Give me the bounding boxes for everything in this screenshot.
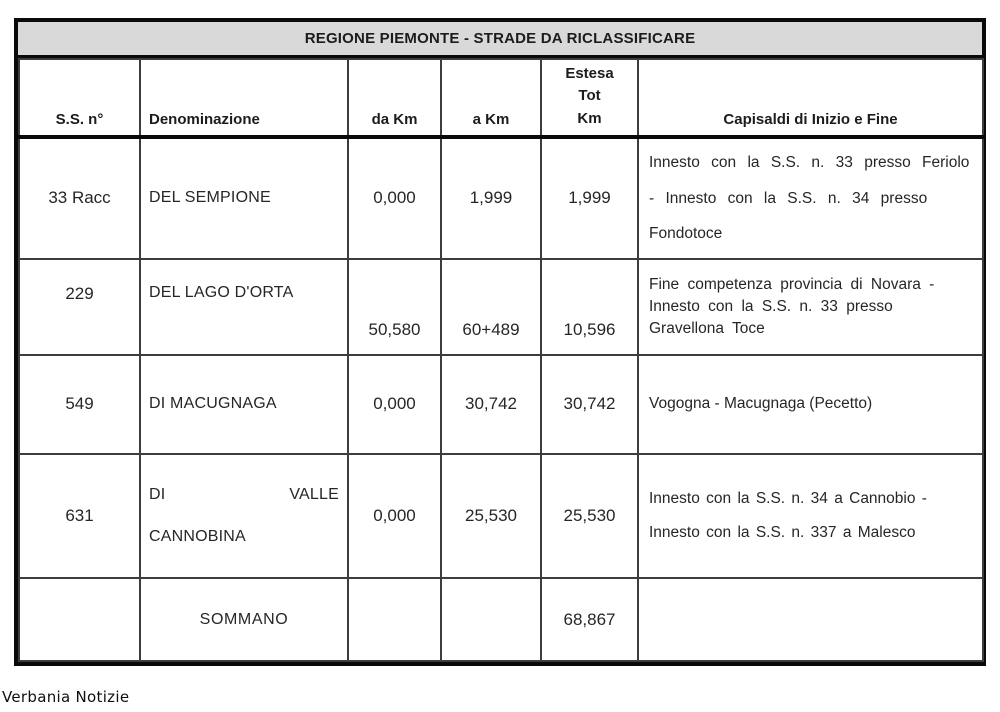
column-header-estesa-tot-km xyxy=(541,59,638,137)
cell-denominazione: DEL SEMPIONE xyxy=(140,137,348,258)
table-row xyxy=(19,137,983,258)
cell-capisaldi: Vogogna - Macugnaga (Pecetto) xyxy=(638,355,983,454)
cell-estesa-tot: 25,530 xyxy=(541,454,638,578)
column-header-capisaldi: Capisaldi di Inizio e Fine xyxy=(638,59,983,137)
cell-estesa-tot: 10,596 xyxy=(541,259,638,355)
roads-table xyxy=(18,58,984,662)
cell-capisaldi: Innesto con la S.S. n. 33 presso Feriolo - Innesto con la S.S. n. 34 presso Fondotoce xyxy=(638,137,983,258)
cell-estesa-tot: 1,999 xyxy=(541,137,638,258)
cell-denominazione: DEL LAGO D'ORTA xyxy=(140,259,348,355)
estesa-header-line2: Tot xyxy=(578,87,601,105)
cell-capisaldi xyxy=(638,578,983,661)
table-row xyxy=(19,355,983,454)
column-header-denominazione: Denominazione xyxy=(140,59,348,137)
cell-estesa-total: 68,867 xyxy=(541,578,638,661)
column-header-a-km: a Km xyxy=(441,59,541,137)
cell-ss-number: 33 Racc xyxy=(19,137,140,258)
denominazione-text: DI VALLE CANNOBINA xyxy=(149,486,339,545)
cell-da-km: 0,000 xyxy=(348,137,441,258)
source-caption: Verbania Notizie xyxy=(2,688,130,706)
cell-capisaldi: Fine competenza provincia di Novara - Innesto con la S.S. n. 33 presso Gravellona Toce xyxy=(638,259,983,355)
cell-estesa-tot: 30,742 xyxy=(541,355,638,454)
cell-a-km: 1,999 xyxy=(441,137,541,258)
cell-capisaldi: Innesto con la S.S. n. 34 a Cannobio - Innesto con la S.S. n. 337 a Malesco xyxy=(638,454,983,578)
table-row xyxy=(19,259,983,355)
cell-ss-number: 631 xyxy=(19,454,140,578)
cell-ss-number xyxy=(19,578,140,661)
cell-da-km: 0,000 xyxy=(348,355,441,454)
cell-a-km: 25,530 xyxy=(441,454,541,578)
cell-ss-number: 549 xyxy=(19,355,140,454)
cell-sommano-label: SOMMANO xyxy=(140,578,348,661)
cell-a-km xyxy=(441,578,541,661)
cell-da-km: 0,000 xyxy=(348,454,441,578)
cell-a-km: 30,742 xyxy=(441,355,541,454)
table-row xyxy=(19,454,983,578)
cell-denominazione xyxy=(140,454,348,578)
column-header-ss: S.S. n° xyxy=(19,59,140,137)
cell-da-km xyxy=(348,578,441,661)
estesa-header-line3: Km xyxy=(577,109,602,127)
cell-denominazione: DI MACUGNAGA xyxy=(140,355,348,454)
cell-da-km: 50,580 xyxy=(348,259,441,355)
column-header-da-km: da Km xyxy=(348,59,441,137)
roads-table-document xyxy=(14,18,986,666)
table-title: REGIONE PIEMONTE - STRADE DA RICLASSIFICARE xyxy=(18,22,982,58)
table-header-row xyxy=(19,59,983,137)
cell-ss-number: 229 xyxy=(19,259,140,355)
cell-a-km: 60+489 xyxy=(441,259,541,355)
estesa-header-line1: Estesa xyxy=(565,64,614,82)
table-total-row xyxy=(19,578,983,661)
